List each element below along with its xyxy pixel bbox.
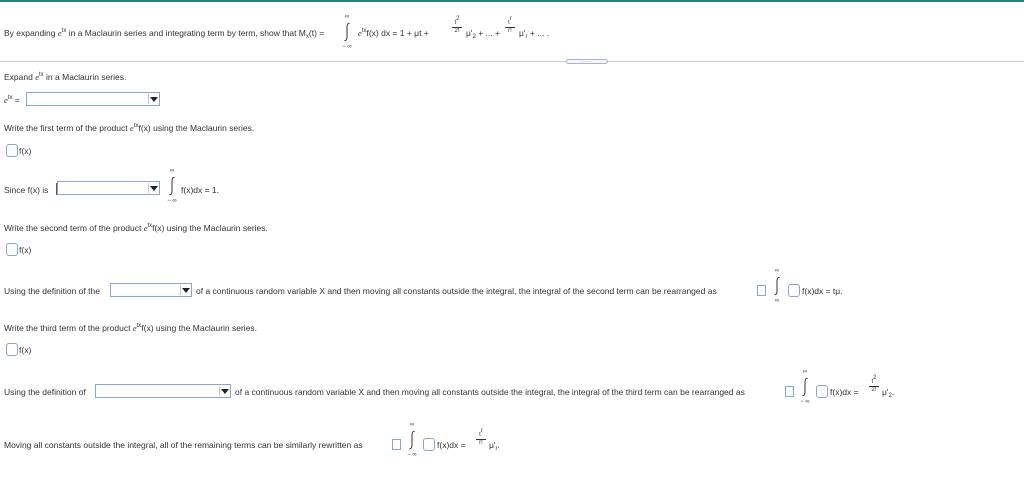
- step7-label-a: Using the definition of: [4, 387, 86, 397]
- top-accent-bar: [0, 0, 1024, 2]
- third-term-input[interactable]: [6, 343, 18, 356]
- show-more-button[interactable]: .....: [566, 59, 608, 64]
- question-integral: ∞ − ∞: [342, 14, 352, 50]
- chevron-down-icon[interactable]: [148, 94, 158, 104]
- question-text: By expanding $e^{tx}$ in a Maclaurin series and integrating term by term, show that $M_x(t)$ =: [4, 28, 325, 40]
- integral-sign-icon: [800, 377, 810, 397]
- third-term-constant-input[interactable]: [785, 386, 794, 397]
- remaining-constant-input[interactable]: [392, 439, 401, 450]
- step3-integral: ∞ − ∞: [167, 168, 177, 204]
- step7-after: f(x)dx =: [830, 387, 859, 397]
- question-rhs-end: $\mu'_r$ + ... .: [519, 28, 550, 40]
- question-rhs-cont: $\mu'_2$ + ... +: [466, 28, 500, 40]
- step1-eq-label: $e^{tx}$ =: [4, 95, 20, 105]
- first-term-input[interactable]: [6, 144, 18, 157]
- third-term-fx: f(x): [19, 345, 32, 355]
- integral-sign-icon: [772, 276, 782, 296]
- divider: [0, 61, 1024, 62]
- step8-after: f(x)dx =: [437, 440, 466, 450]
- second-term-fx: f(x): [19, 245, 32, 255]
- step8-integral: ∞ − ∞: [407, 422, 417, 458]
- chevron-down-icon[interactable]: [180, 285, 190, 295]
- step7-mu: $\mu'_2$.: [882, 387, 895, 399]
- step3-label: Since f(x) is: [4, 185, 49, 195]
- first-term-fx: f(x): [19, 146, 32, 156]
- second-term-input[interactable]: [6, 243, 18, 256]
- chevron-down-icon[interactable]: [148, 183, 158, 193]
- step2-label: Write the first term of the product $e^{tx}f(x)$ using the Maclaurin series.: [4, 123, 255, 133]
- chevron-down-icon[interactable]: [219, 386, 229, 396]
- definition-dropdown-2[interactable]: [95, 384, 231, 398]
- step5-integral: ∞ ∞: [770, 268, 784, 304]
- step8-frac: $\frac{t^r}{r!}$: [476, 431, 486, 447]
- third-term-integrand-input[interactable]: [816, 385, 828, 398]
- question-frac-t2: $\frac{t^2}{2!}$: [452, 19, 462, 35]
- series-dropdown[interactable]: [26, 92, 160, 106]
- step7-label-b: of a continuous random variable X and then moving all constants outside the integral, the integral of the third term can be rearranged as: [235, 387, 745, 397]
- second-term-constant-input[interactable]: [757, 285, 766, 296]
- step8-label: Moving all constants outside the integral, all of the remaining terms can be similarly rewritten as: [4, 440, 363, 450]
- step4-label: Write the second term of the product $e^{tx}f(x)$ using the Maclaurin series.: [4, 223, 268, 233]
- question-rhs: $e^{tx}f(x)$ dx = 1 + μt +: [358, 28, 429, 38]
- step7-integral: ∞ − ∞: [800, 369, 810, 405]
- integral-sign-icon: [167, 176, 177, 196]
- step7-frac: $\frac{t^2}{2!}$: [869, 378, 879, 394]
- step6-label: Write the third term of the product $e^{tx}f(x)$ using the Maclaurin series.: [4, 323, 258, 333]
- step5-after: f(x)dx = tμ.: [802, 286, 843, 296]
- second-term-integrand-input[interactable]: [788, 284, 800, 297]
- integral-sign-icon: [342, 22, 352, 42]
- step8-mu: $\mu'_r$.: [489, 440, 500, 452]
- remaining-integrand-input[interactable]: [423, 438, 435, 451]
- step5-label-a: Using the definition of the: [4, 286, 100, 296]
- question-frac-tr: $\frac{t^r}{r!}$: [505, 19, 515, 35]
- definition-dropdown-1[interactable]: [110, 283, 192, 297]
- step3-after: f(x)dx = 1.: [181, 185, 220, 195]
- step1-label: Expand $e^{tx}$ in a Maclaurin series.: [4, 72, 127, 82]
- fx-type-dropdown[interactable]: [57, 181, 160, 195]
- step5-label-b: of a continuous random variable X and then moving all constants outside the integral, the integral of the second term can be rearranged as: [196, 286, 717, 296]
- integral-sign-icon: [407, 430, 417, 450]
